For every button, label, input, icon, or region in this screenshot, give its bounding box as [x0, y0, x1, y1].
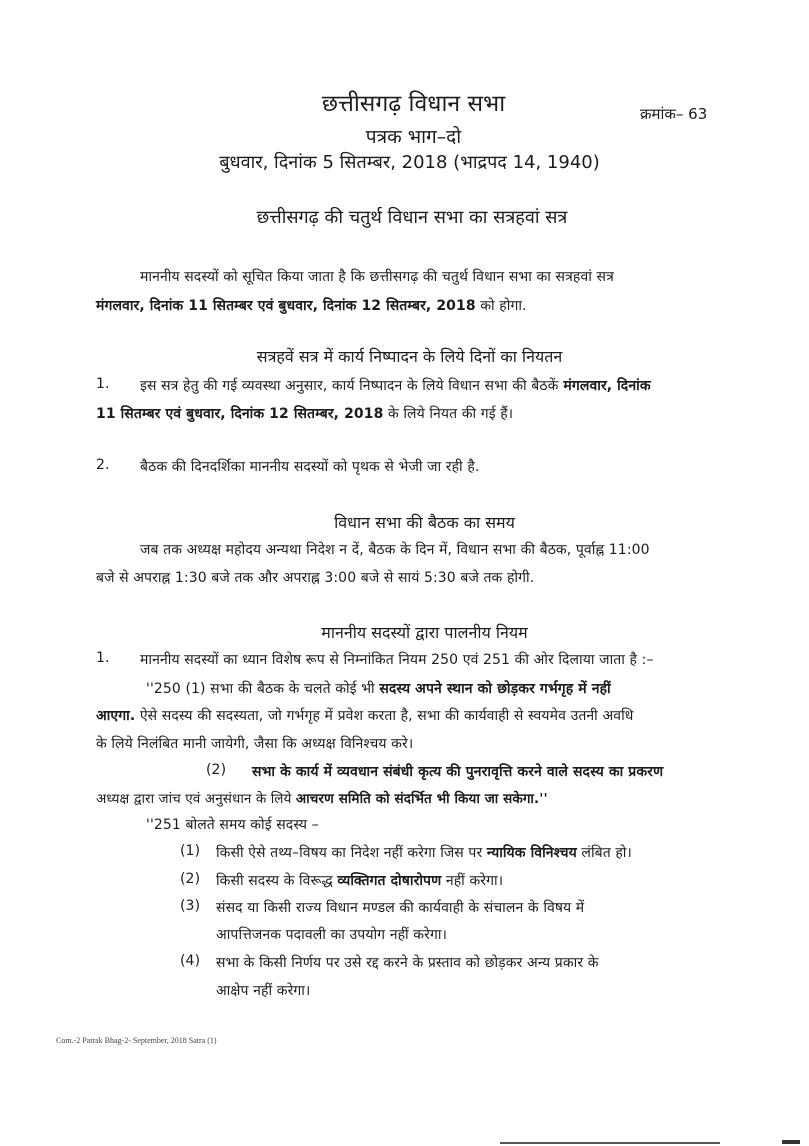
rule-250-2-number: (2): [206, 762, 227, 778]
time-line-2: बजे से अपराह्न 1:30 बजे तक और अपराह्न 3:00 बजे से सायं 5:30 बजे तक होगी.: [96, 570, 535, 586]
rule-250-line-1: [146, 679, 611, 698]
rule-251-item-3-continued: आपत्तिजनक पदावली का उपयोग नहीं करेगा।: [216, 927, 447, 943]
rule-251-item-4-continued: आक्षेप नहीं करेगा।: [216, 983, 311, 999]
days-item-2-text: बैठक की दिनदर्शिका माननीय सदस्यों को पृथक से भेजी जा रही है.: [140, 459, 480, 475]
days-item-2-number: 2.: [96, 457, 110, 473]
rule-251-item-1-text: किसी ऐसे तथ्य–विषय का निदेश नहीं करेगा जिस पर: [216, 845, 487, 861]
rule-250-start: ''250 (1) सभा की बैठक के चलते कोई भी: [146, 681, 380, 697]
rule-250-2-line-2-bold: आचरण समिति को संदर्भित भी किया जा सकेगा.'': [295, 791, 548, 807]
rule-251-item-2-bold: व्यक्तिगत दोषारोपण: [337, 873, 442, 889]
footer-reference: Com.-2 Patrak Bhag-2- September, 2018 Satra (1): [56, 1036, 217, 1045]
intro-line-2: [96, 296, 527, 315]
rule-251-item-1-number: (1): [180, 843, 201, 859]
serial-number: क्रमांक– 63: [640, 105, 708, 123]
rule-251-item-4-number: (4): [180, 953, 201, 969]
days-item-1-line-2: [96, 404, 513, 423]
rule-250-line-3: के लिये निलंबित मानी जायेगी, जैसा कि अध्यक्ष विनिश्चय करे।: [96, 736, 414, 752]
assembly-title: छत्तीसगढ़ विधान सभा: [321, 91, 506, 117]
intro-line-2-end: को होगा.: [475, 298, 527, 314]
rule-251-item-2-number: (2): [180, 871, 201, 887]
rule-250-2-line-2: [96, 789, 548, 807]
rule-250-bold-1: सदस्य अपने स्थान को छोड़कर गर्भगृह में नहीं: [379, 681, 611, 697]
section-rules-heading: माननीय सदस्यों द्वारा पालनीय नियम: [321, 623, 528, 642]
rule-251-item-2: [216, 871, 503, 890]
section-time-heading: विधान सभा की बैठक का समय: [334, 513, 515, 532]
days-item-1-end: के लिये नियत की गई हैं।: [383, 406, 514, 422]
bulletin-title: पत्रक भाग–दो: [365, 126, 462, 148]
bottom-rule-mark: [782, 1140, 800, 1144]
rule-251-item-1: [216, 843, 632, 862]
days-item-1-text: इस सत्र हेतु की गई व्यवस्था अनुसार, कार्य निष्पादन के लिये विधान सभा की बैठकें: [140, 378, 559, 394]
rule-250-line-2: [96, 706, 633, 725]
days-item-1-line-1: [140, 376, 651, 395]
days-item-1-number: 1.: [96, 376, 110, 392]
rule-250-line-2-end: ऐसे सदस्य की सदस्यता, जो गर्भगृह में प्रवेश करता है, सभा की कार्यवाही से स्वयमेव उतनी अवधि: [135, 708, 634, 724]
intro-session-dates: मंगलवार, दिनांक 11 सितम्बर एवं बुधवार, दिनांक 12 सितम्बर, 2018: [96, 298, 476, 314]
time-line-1: जब तक अध्यक्ष महोदय अन्यथा निदेश न दें, बैठक के दिन में, विधान सभा की बैठक, पूर्वाह्न 11:00: [140, 542, 650, 558]
rule-251-item-1-end: लंबित हो।: [576, 845, 632, 861]
days-item-1-dates: 11 सितम्बर एवं बुधवार, दिनांक 12 सितम्बर, 2018: [96, 406, 384, 422]
rule-251-item-3-text: संसद या किसी राज्य विधान मण्डल की कार्यवाही के संचालन के विषय में: [216, 900, 585, 916]
rule-251-item-1-bold: न्यायिक विनिश्चय: [486, 845, 577, 861]
section-days-heading: सत्रहवें सत्र में कार्य निष्पादन के लिये दिनों का नियतन: [256, 347, 563, 366]
rules-item-1-number: 1.: [96, 650, 110, 666]
rule-250-bold-2: आएगा.: [96, 708, 136, 724]
session-title: छत्तीसगढ़ की चतुर्थ विधान सभा का सत्रहवां सत्र: [256, 207, 568, 228]
rule-251-item-2-end: नहीं करेगा।: [441, 873, 504, 889]
intro-line-1: माननीय सदस्यों को सूचित किया जाता है कि छत्तीसगढ़ की चतुर्थ विधान सभा का सत्रहवां सत्र: [140, 269, 614, 285]
rule-251-item-3-number: (3): [180, 898, 201, 914]
bottom-rule: [500, 1142, 720, 1144]
rule-251-intro: ''251 बोलते समय कोई सदस्य –: [146, 817, 319, 833]
rule-250-2-line-1: [252, 762, 663, 781]
rule-251-item-4-text: सभा के किसी निर्णय पर उसे रद्द करने के प्रस्ताव को छोड़कर अन्य प्रकार के: [216, 955, 599, 971]
rule-251-item-2-text: किसी सदस्य के विरूद्ध: [216, 873, 338, 889]
rule-250-2-line-2-start: अध्यक्ष द्वारा जांच एवं अनुसंधान के लिये: [96, 791, 296, 807]
bulletin-date: बुधवार, दिनांक 5 सितम्बर, 2018 (भाद्रपद 14, 1940): [219, 152, 600, 173]
rule-250-2-bold: सभा के कार्य में व्यवधान संबंधी कृत्य की पुनरावृत्ति करने वाले सदस्य का प्रकरण: [252, 764, 664, 780]
rules-item-1-text: माननीय सदस्यों का ध्यान विशेष रूप से निम्नांकित नियम 250 एवं 251 की ओर दिलाया जाता है :–: [140, 652, 654, 668]
days-item-1-bold: मंगलवार, दिनांक: [558, 378, 651, 394]
